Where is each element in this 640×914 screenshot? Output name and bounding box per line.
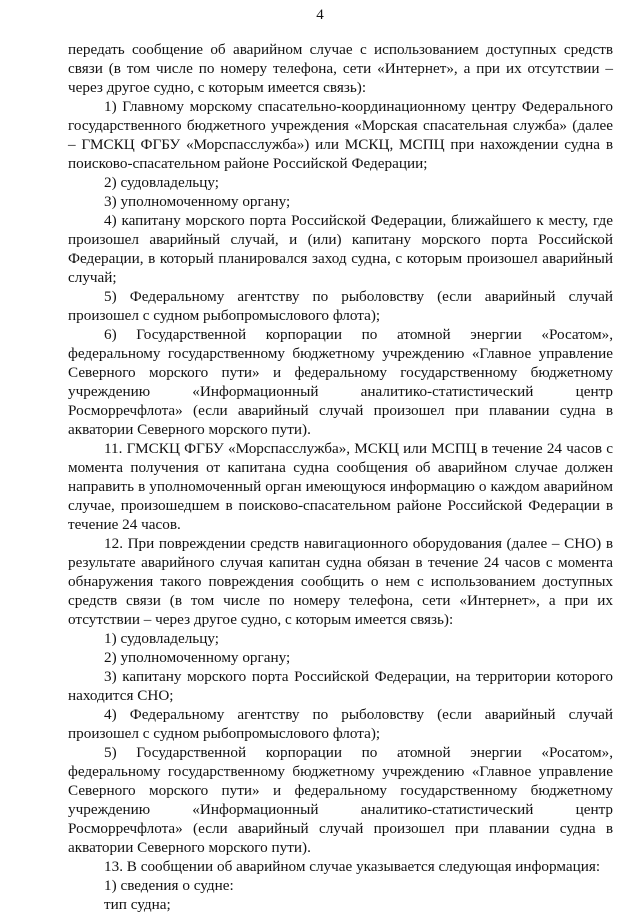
paragraph-item-1-gmskc: 1) Главному морскому спасательно-координационному центру Федерального государственного бюджетного учреждения «Морская спасательная служба» (далее – ГМСКЦ ФГБУ «Морспасслужба») или МСКЦ, МСПЦ при нахождении судна в поисково-спасательном районе Российской Федерации;: [68, 98, 613, 172]
paragraph-clause-12-item-5: 5) Государственной корпорации по атомной энергии «Росатом», федеральному государственному бюджетному учреждению «Главное управление Северного морского пути» и федеральному государственному бюджетному учреждению «Информационный аналитико-статистический центр Росморречфлота» (если аварийный случай произошел при плавании судна в акватории Северного морского пути).: [68, 744, 613, 856]
paragraph-clause-12: 12. При повреждении средств навигационного оборудования (далее – СНО) в результате аварийного случая капитан судна обязан в течение 24 часов с момента обнаружения такого повреждения сообщить о нем с использованием доступных средств связи (в том числе по номеру телефона, сети «Интернет», а при их отсутствии – через другое судно, с которым имеется связь):: [68, 535, 613, 628]
paragraph-item-2-shipowner: 2) судовладельцу;: [104, 174, 219, 191]
paragraph-intro: передать сообщение об аварийном случае с использованием доступных средств связи (в том числе по номеру телефона, сети «Интернет», а при их отсутствии – через другое судно, с которым имеется связь):: [68, 41, 613, 96]
paragraph-clause-12-item-2: 2) уполномоченному органу;: [104, 649, 291, 666]
paragraph-clause-13-item-1: 1) сведения о судне:: [104, 877, 234, 894]
paragraph-item-5-fishery-agency: 5) Федеральному агентству по рыболовству (если аварийный случай произошел с судном рыбопромыслового флота);: [68, 288, 613, 324]
paragraph-item-4-harbour-master: 4) капитану морского порта Российской Федерации, ближайшего к месту, где произошел аварийный случай, и (или) капитану морского порта Российской Федерации, в который планировался заход судна, с которым произошел аварийный случай;: [68, 212, 613, 286]
paragraph-clause-12-item-1: 1) судовладельцу;: [104, 630, 219, 647]
paragraph-clause-13: 13. В сообщении об аварийном случае указывается следующая информация:: [104, 858, 601, 875]
page-number: 4: [316, 7, 324, 23]
paragraph-clause-12-item-3: 3) капитану морского порта Российской Федерации, на территории которого находится СНО;: [68, 668, 613, 704]
paragraph-item-3-authority: 3) уполномоченному органу;: [104, 193, 291, 210]
paragraph-item-6-rosatom: 6) Государственной корпорации по атомной энергии «Росатом», федеральному государственному бюджетному учреждению «Главное управление Северного морского пути» и федеральному государственному бюджетному учреждению «Информационный аналитико-статистический центр Росморречфлота» (если аварийный случай произошел при плавании судна в акватории Северного морского пути).: [68, 326, 613, 438]
paragraph-clause-11: 11. ГМСКЦ ФГБУ «Морспасслужба», МСКЦ или МСПЦ в течение 24 часов с момента получения от капитана судна сообщения об аварийном случае должен направить в уполномоченный орган имеющуюся информацию о каждом аварийном случае, произошедшем в поисково-спасательном районе Российской Федерации в течение 24 часов.: [68, 440, 613, 533]
paragraph-clause-12-item-4: 4) Федеральному агентству по рыболовству (если аварийный случай произошел с судном рыбопромыслового флота);: [68, 706, 613, 742]
document-body: [68, 40, 613, 914]
paragraph-vessel-type: тип судна;: [104, 896, 171, 913]
